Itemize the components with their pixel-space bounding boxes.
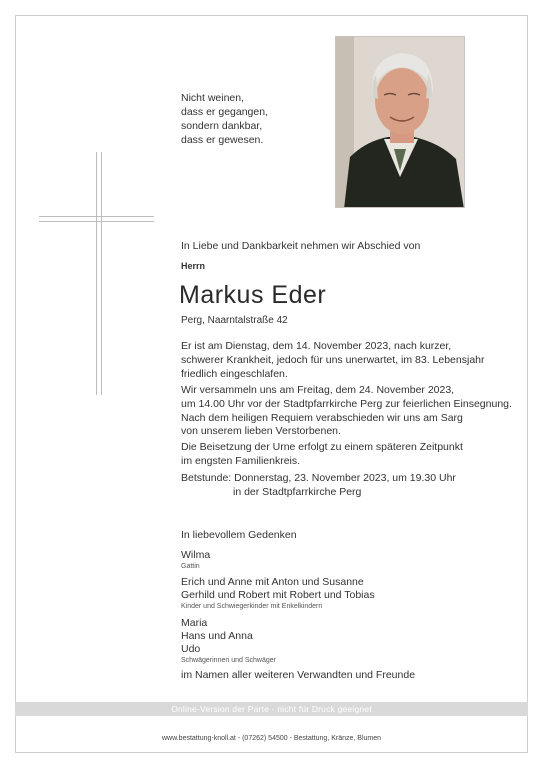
mourner-names: Erich und Anne mit Anton und Susanne	[181, 576, 364, 588]
vigil-date: Donnerstag, 23. November 2023, um 19.30 Uhr	[234, 472, 456, 484]
vigil-location: in der Stadtpfarrkirche Perg	[233, 485, 362, 498]
text-line: um 14.00 Uhr vor der Stadtpfarrkirche Perg zur feierlichen Einsegnung.	[181, 397, 512, 410]
mourner-relation: Kinder und Schwiegerkinder mit Enkelkindern	[181, 603, 323, 610]
mourner-group	[181, 576, 375, 612]
memorial-quote	[181, 91, 268, 147]
quote-line: dass er gegangen,	[181, 106, 268, 118]
deceased-address: Perg, Naarntalstraße 42	[181, 315, 288, 326]
text-line: Er ist am Dienstag, dem 14. November 2023, nach kurzer,	[181, 340, 452, 352]
mourner-group	[181, 617, 276, 666]
text-line: Wir versammeln uns am Freitag, dem 24. November 2023,	[181, 384, 455, 396]
urn-burial	[181, 441, 463, 469]
mourner-relation: Gattin	[181, 563, 200, 570]
undertaker-footer: www.bestattung-knoll.at - (07262) 54500 - Bestattung, Kränze, Blumen	[161, 735, 382, 742]
mourner-names: Hans und Anna	[181, 630, 253, 642]
honorific: Herrn	[181, 261, 206, 271]
text-line: Nach dem heiligen Requiem verabschieden wir uns am Sarg	[181, 411, 463, 424]
deceased-name: Markus Eder	[179, 281, 327, 309]
portrait-photo	[335, 36, 465, 208]
text-line: Die Beisetzung der Urne erfolgt zu einem späteren Zeitpunkt	[181, 441, 463, 453]
vigil-label: Betstunde:	[181, 472, 232, 484]
mourner-names: Gerhild und Robert mit Robert und Tobias	[181, 589, 375, 601]
mourner-names: Maria	[181, 617, 208, 629]
farewell-intro: In Liebe und Dankbarkeit nehmen wir Abschied von	[181, 240, 421, 252]
mourner-relation: Schwägerinnen und Schwäger	[181, 657, 276, 664]
death-notice	[181, 340, 485, 381]
text-line: friedlich eingeschlafen.	[181, 367, 288, 380]
quote-line: dass er gewesen.	[181, 134, 264, 146]
text-line: im engsten Familienkreis.	[181, 454, 301, 467]
closing-line: im Namen aller weiteren Verwandten und Freunde	[181, 669, 416, 681]
quote-line: sondern dankbar,	[181, 120, 263, 132]
mourner-names: Wilma	[181, 549, 211, 561]
online-version-banner: Online-Version der Parte - nicht für Druck geeignet	[15, 702, 528, 716]
funeral-details	[181, 384, 512, 439]
text-line: von unserem lieben Verstorbenen.	[181, 425, 341, 438]
text-line: schwerer Krankheit, jedoch für uns unerwartet, im 83. Lebensjahr	[181, 353, 485, 366]
mourner-group	[181, 549, 210, 572]
mourner-names: Udo	[181, 643, 201, 655]
mourners-heading: In liebevollem Gedenken	[181, 529, 297, 541]
quote-line: Nicht weinen,	[181, 92, 245, 104]
vigil-details	[181, 472, 456, 500]
